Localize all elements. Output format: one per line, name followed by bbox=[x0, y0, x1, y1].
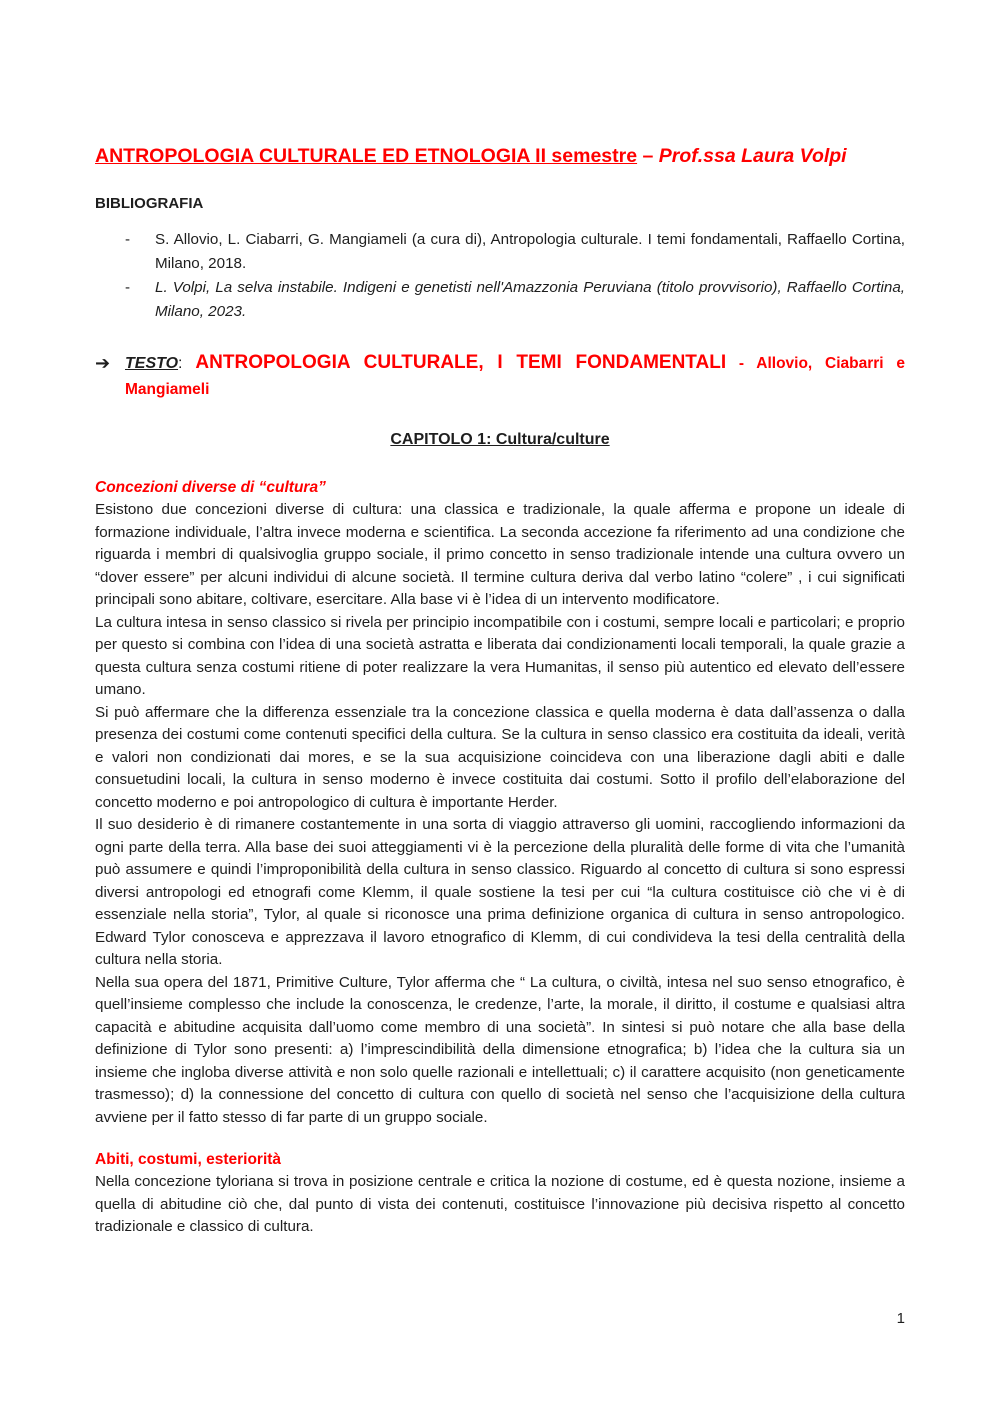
testo-authors: - Allovio, Ciabarri e Mangiameli bbox=[125, 355, 905, 398]
testo-label: TESTO bbox=[125, 355, 179, 372]
document-title bbox=[95, 142, 905, 170]
paragraph: Si può affermare che la differenza essenziale tra la concezione classica e quella moderna è data dall’assenza o dalla presenza dei costumi come contenuti specifici della cultura. Se la cultura in senso classico era costituita da ideali, verità e valori non condizionati dai mores, e se la sua acquisizione coincideva con una liberazione dagli abiti e dalle consuetudini locali, la cultura in senso moderno è invece costituita dai costumi. Sotto il profilo dell’elaborazione del concetto moderno e poi antropologico di cultura è importante Herder. bbox=[95, 703, 905, 811]
title-dash: – bbox=[637, 145, 659, 167]
paragraph: Il suo desiderio è di rimanere costantemente in una sorta di viaggio attraverso gli uomini, raccogliendo informazioni da ogni parte della terra. Alla base dei suoi atteggiamenti vi è la percezione della pluralità delle forme di vita che l’umanità può assumere e quindi l’improponibilità della cultura in senso classico. Riguardo al concetto di cultura si sono espressi diversi antropologi ed etnografi come Klemm, il quale sostiene la tesi per cui “la cultura costituisce ciò che vi è di essenziale nella storia”, Tylor, al quale si riconosce una prima definizione organica di cultura in senso antropologico. Edward Tylor conosceva e apprezzava il lavoro etnografico di Klemm, di cui condivideva la tesi della centralità della cultura nella storia. bbox=[95, 816, 905, 968]
list-dash: - bbox=[125, 279, 131, 296]
page-number: 1 bbox=[896, 1310, 905, 1327]
list-dash: - bbox=[125, 231, 131, 248]
bibliography-text: S. Allovio, L. Ciabarri, G. Mangiameli (a cura di), Antropologia culturale. I temi fondamentali, Raffaello Cortina, Milano, 2018. bbox=[155, 231, 905, 272]
section-title: Concezioni diverse di “cultura” bbox=[95, 479, 326, 496]
course-title: ANTROPOLOGIA CULTURALE ED ETNOLOGIA II semestre bbox=[95, 145, 638, 167]
bibliography-list bbox=[95, 228, 905, 324]
bibliography-item bbox=[95, 228, 905, 276]
bibliography-text: L. Volpi, La selva instabile. Indigeni e genetisti nell'Amazzonia Peruviana (titolo provvisorio), Raffaello Cortina, Milano, 2023. bbox=[155, 279, 905, 320]
arrow-right-icon: ➔ bbox=[95, 353, 111, 373]
testo-title: ANTROPOLOGIA CULTURALE, I TEMI FONDAMENTALI bbox=[195, 352, 727, 373]
professor-name: Prof.ssa Laura Volpi bbox=[658, 145, 847, 167]
testo-colon: : bbox=[178, 355, 196, 372]
paragraph: Nella sua opera del 1871, Primitive Culture, Tylor afferma che “ La cultura, o civiltà, intesa nel suo senso etnografico, è quell’insieme complesso che include la conoscenza, le credenze, l’arte, la morale, il diritto, il costume e qualsiasi altra capacità e abitudine acquisita dall’uomo come membro di una società”. In sintesi si può notare che alla base della definizione di Tylor sono presenti: a) l’imprescindibilità della dimensione etnografica; b) l’idea che la cultura sia un insieme che ingloba diverse attività e non solo quelle razionali e intellettuali; c) il carattere acquisito (non geneticamente trasmesso); d) la connessione del concetto di cultura con quello di società nel senso che l’acquisizione della cultura avviene per il fatto stesso di far parte di un gruppo sociale. bbox=[95, 973, 905, 1126]
paragraph: Esistono due concezioni diverse di cultura: una classica e tradizionale, la quale afferma e propone un ideale di formazione individuale, l’altra invece moderna e scientifica. La seconda accezione fa riferimento ad una condizione che riguarda i membri di qualsivoglia gruppo sociale, il primo concetto in senso tradizionale intende una cultura ovvero un “dover essere” per alcuni individui di alcune società. Il termine cultura deriva dal verbo latino “colere” , i cui significati principali sono abitare, coltivare, esercitare. Alla base vi è l’idea di un intervento modificatore. bbox=[95, 501, 905, 608]
bibliography-item bbox=[95, 276, 905, 324]
paragraph: Nella concezione tyloriana si trova in posizione centrale e critica la nozione di costume, ed è questa nozione, insieme a quella di abitudine ciò che, dal punto di vista dei contenuti, costituisce l’innovazione più decisiva rispetto al concetto tradizionale e classico di cultura. bbox=[95, 1173, 905, 1235]
paragraph: La cultura intesa in senso classico si rivela per principio incompatibile con i costumi, sempre locali e particolari; e proprio per questo si combina con l’idea di una società astratta e liberata dai condizionamenti locali temporali, la quale grazie a questa cultura senza costumi ritiene di poter realizzare la vera Humanitas, il senso più autentico ed elevato dell’essere umano. bbox=[95, 613, 905, 698]
testo-heading bbox=[95, 350, 905, 403]
chapter-title: CAPITOLO 1: Cultura/culture bbox=[390, 431, 610, 448]
bibliography-heading: BIBLIOGRAFIA bbox=[95, 195, 204, 212]
section-title: Abiti, costumi, esteriorità bbox=[95, 1151, 282, 1168]
document-page bbox=[95, 142, 905, 1239]
